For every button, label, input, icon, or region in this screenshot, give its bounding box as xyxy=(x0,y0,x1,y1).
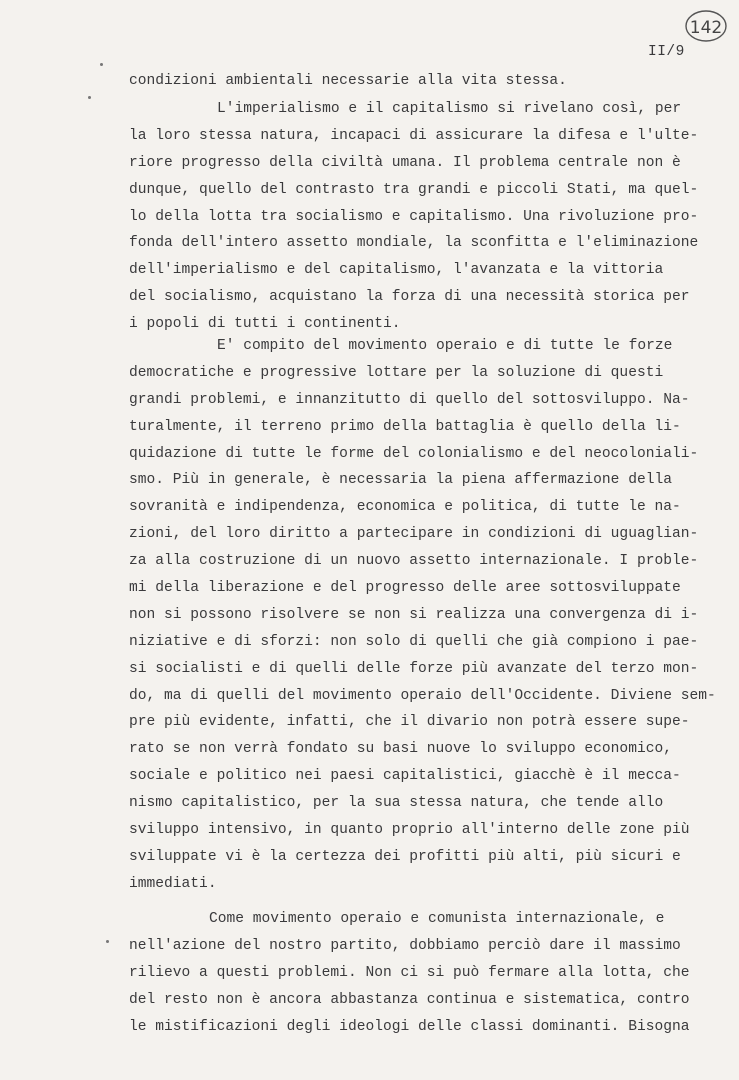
paragraph-2 xyxy=(129,96,699,338)
paragraph-4 xyxy=(129,906,689,1040)
paragraph-1 xyxy=(129,68,689,95)
text-line: nell'azione del nostro partito, dobbiamo perciò dare il massimo xyxy=(129,937,681,954)
text-line: lo della lotta tra socialismo e capitalismo. Una rivoluzione pro- xyxy=(129,208,699,225)
text-line: sovranità e indipendenza, economica e politica, di tutte le na- xyxy=(129,499,681,516)
text-line: mi della liberazione e del progresso delle aree sottosviluppate xyxy=(129,580,681,597)
text-line: rato se non verrà fondato su basi nuove lo sviluppo economico, xyxy=(129,741,672,758)
text-line: condizioni ambientali necessarie alla vita stessa. xyxy=(129,73,567,89)
text-line: la loro stessa natura, incapaci di assicurare la difesa e l'ulte- xyxy=(129,127,699,144)
text-line: del socialismo, acquistano la forza di una necessità storica per xyxy=(129,289,690,306)
text-line: immediati. xyxy=(129,875,217,892)
text-line: del resto non è ancora abbastanza continua e sistematica, contro xyxy=(129,991,690,1008)
text-line: le mistificazioni degli ideologi delle classi dominanti. Bisogna xyxy=(129,1018,690,1035)
text-line: fonda dell'intero assetto mondiale, la sconfitta e l'eliminazione xyxy=(129,235,699,252)
text-line: democratiche e progressive lottare per la soluzione di questi xyxy=(129,364,664,381)
text-line: turalmente, il terreno primo della battaglia è quello della li- xyxy=(129,418,681,435)
text-line: sviluppo intensivo, in quanto proprio all'interno delle zone più xyxy=(129,822,690,839)
text-line: sociale e politico nei paesi capitalistici, giacchè è il mecca- xyxy=(129,768,681,785)
text-line: dunque, quello del contrasto tra grandi e piccoli Stati, ma quel- xyxy=(129,181,699,198)
text-line: niziative e di sforzi: non solo di quelli che già compiono i pae- xyxy=(129,633,699,650)
text-line: rilievo a questi problemi. Non ci si può fermare alla lotta, che xyxy=(129,964,690,981)
text-line: quidazione di tutte le forme del colonialismo e del neocoloniali- xyxy=(129,445,699,462)
text-line: E' compito del movimento operaio e di tutte le forze xyxy=(217,338,673,354)
text-line: grandi problemi, e innanzitutto di quello del sottosviluppo. Na- xyxy=(129,391,690,408)
text-line: i popoli di tutti i continenti. xyxy=(129,316,401,333)
page-reference: II/9 xyxy=(648,44,685,60)
text-line: non si possono risolvere se non si realizza una convergenza di i- xyxy=(129,606,699,623)
svg-text:142: 142 xyxy=(689,18,723,38)
archive-page-number xyxy=(683,8,729,44)
ink-dot xyxy=(100,63,103,66)
text-line: zioni, del loro diritto a partecipare in condizioni di uguaglian- xyxy=(129,526,699,543)
paragraph-3 xyxy=(129,333,716,898)
ink-dot xyxy=(88,96,91,99)
ink-dot xyxy=(106,940,109,943)
text-line: L'imperialismo e il capitalismo si rivelano così, per xyxy=(217,101,682,117)
text-line: si socialisti e di quelli delle forze più avanzate del terzo mon- xyxy=(129,660,699,677)
text-line: za alla costruzione di un nuovo assetto internazionale. I proble- xyxy=(129,553,699,570)
text-line: nismo capitalistico, per la sua stessa natura, che tende allo xyxy=(129,795,664,812)
text-line: do, ma di quelli del movimento operaio dell'Occidente. Diviene sem- xyxy=(129,687,716,704)
text-line: Come movimento operaio e comunista internazionale, e xyxy=(209,911,665,927)
text-line: dell'imperialismo e del capitalismo, l'avanzata e la vittoria xyxy=(129,262,664,279)
text-line: smo. Più in generale, è necessaria la piena affermazione della xyxy=(129,472,672,489)
text-line: sviluppate vi è la certezza dei profitti più alti, più sicuri e xyxy=(129,848,681,865)
text-line: riore progresso della civiltà umana. Il problema centrale non è xyxy=(129,154,681,171)
handwritten-circle-icon xyxy=(683,8,729,44)
text-line: pre più evidente, infatti, che il divario non potrà essere supe- xyxy=(129,714,690,731)
